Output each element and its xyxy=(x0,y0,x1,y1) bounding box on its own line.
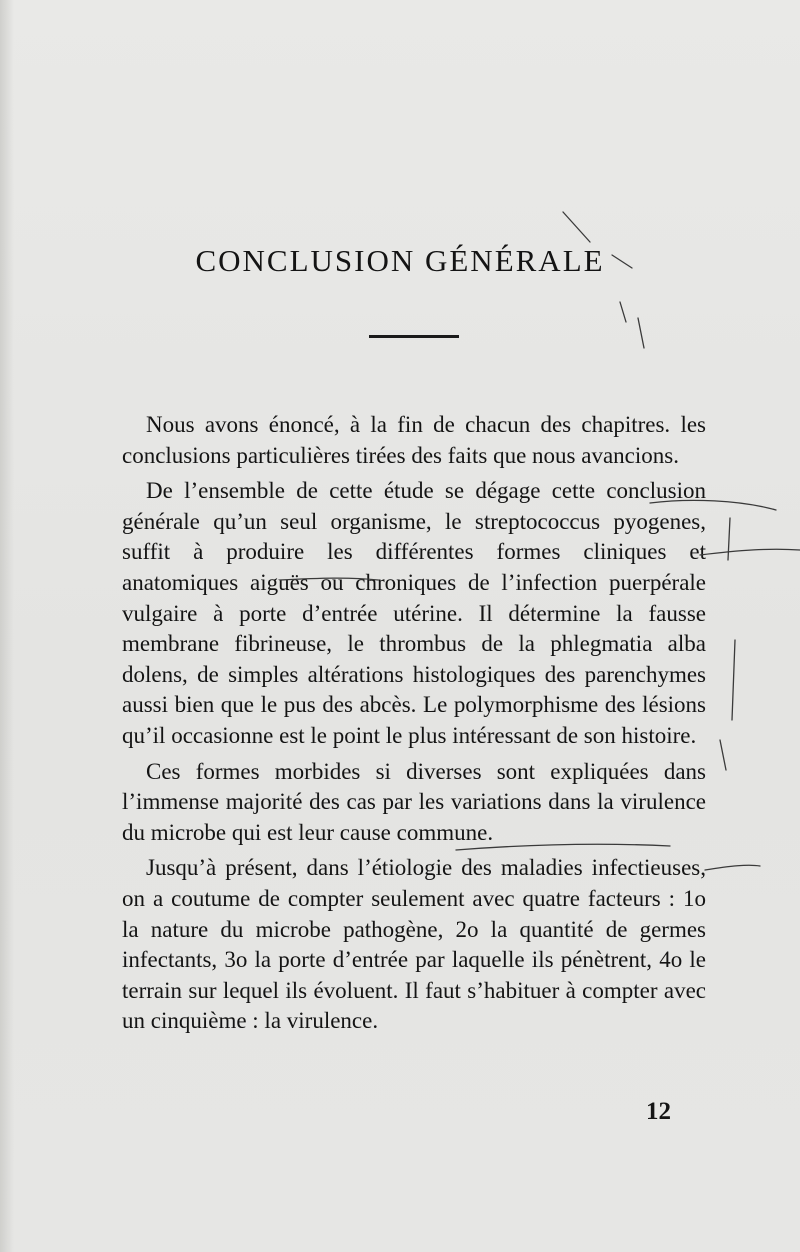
margin-pencil-stroke xyxy=(732,640,735,720)
margin-pencil-stroke xyxy=(720,740,726,770)
body-text xyxy=(122,410,706,1042)
margin-pencil-stroke xyxy=(700,549,800,555)
paragraph-1: Nous avons énoncé, à la fin de chacun des chapitres. les conclusions particulières tirées des faits que nous avancions. xyxy=(122,412,706,468)
paragraph-3: Ces formes morbides si diverses sont expliquées dans l’immense majorité des cas par les variations dans la virulence du microbe qui est leur cause commune. xyxy=(122,758,706,845)
margin-pencil-stroke xyxy=(563,212,590,242)
margin-pencil-stroke xyxy=(728,518,730,560)
page-number: 12 xyxy=(646,1098,671,1125)
margin-pencil-stroke xyxy=(638,318,644,348)
chapter-title: CONCLUSION GÉNÉRALE xyxy=(195,243,605,278)
margin-pencil-stroke xyxy=(705,865,760,870)
page-edge-shadow xyxy=(0,0,14,1252)
margin-pencil-stroke xyxy=(620,302,626,322)
title-rule xyxy=(369,335,459,338)
paragraph-4: Jusqu’à présent, dans l’étiologie des maladies infectieuses, on a coutume de compter seulement avec quatre facteurs : 1o la nature du microbe pathogène, 2o la quantité de germes infectants, 3o la porte d’entrée par laquelle ils pénètrent, 4o le terrain sur lequel ils évoluent. Il faut s’habituer à compter avec un cinquième : la virulence. xyxy=(122,855,706,1034)
paragraph-2: De l’ensemble de cette étude se dégage cette conclusion générale qu’un seul organisme, le streptococcus pyogenes, suffit à produire les différentes formes cliniques et anatomiques aiguës ou chroniques de l’infection puerpérale vulgaire à porte d’entrée utérine. Il détermine la fausse membrane fibrineuse, le thrombus de la phlegmatia alba dolens, de simples altérations histologiques des parenchymes aussi bien que le pus des abcès. Le polymorphisme des lésions qu’il occasionne est le point le plus intéressant de son histoire. xyxy=(122,478,706,748)
